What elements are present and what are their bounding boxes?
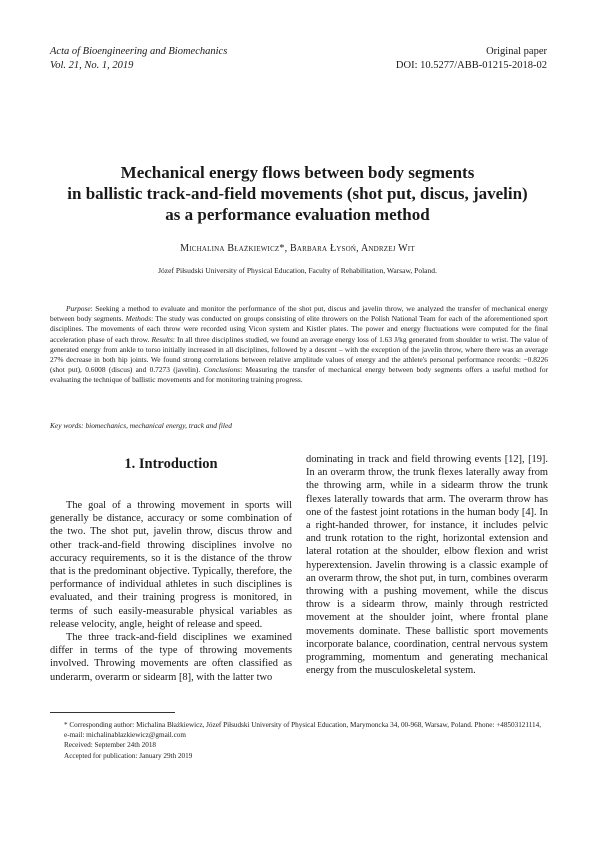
abstract xyxy=(50,304,548,386)
left-column xyxy=(50,455,292,684)
paper-meta xyxy=(396,45,547,73)
conclusions-label: Conclusions xyxy=(203,365,241,375)
accepted-date: Accepted for publication: January 29th 2019 xyxy=(64,751,193,760)
paper-type: Original paper xyxy=(486,46,547,57)
footnote-divider xyxy=(50,712,175,713)
right-column xyxy=(306,453,548,677)
intro-paragraph-3: dominating in track and field throwing events [12], [19]. In an overarm throw, the trunk flexes laterally away from the throwing arm, while in a sidearm throw the trunk flexes laterally towards that arm. The overarm throw has one of the fastest joint rotations in the human body [4]. In a right-handed thrower, for instance, it includes pelvic and trunk rotation to the right, horizontal extension and lateral rotation at the shoulder, elbow flexion and wrist hyperextension. Javelin throwing is a classic example of an overarm throw, the shot put, in turn, combines overarm throwing with a pushing movement, while the discus throw is a sidearm throw, mainly through restricted movement at the shoulder joint, where frontal plane movements dominate. These ballistic sport movements incorporate balance, coordination, central nervous system programming, momentum and generating mechanical energy from the musculoskeletal system. xyxy=(306,454,548,677)
intro-paragraph-2: The three track-and-field disciplines we examined differ in terms of the type of throwing movements involved. Throwing movements are often classified as underarm, overarm or sidearm [8], with the latter two xyxy=(50,632,292,683)
paper-title xyxy=(40,162,555,225)
journal-header xyxy=(50,45,227,73)
section-heading: 1. Introduction xyxy=(124,456,218,472)
title-line-1: Mechanical energy flows between body segments xyxy=(120,163,475,182)
purpose-text: : Seeking a method to evaluate and monitor the performance of the shot put, discus and javelin throw, we analyzed the transfer of mechanical energy between body segments. xyxy=(50,304,548,324)
corresponding-author: * Corresponding author: Michalina Błażkiewicz, Józef Piłsudski University of Physical Education, Marymoncka 34, 00-968, Warsaw, Poland. Phone: +48503121114, e-mail: michalinablazkiewicz@gmail.com xyxy=(64,721,542,740)
results-text: : In all three disciplines studied, we found an average energy loss of 1.63 J/kg generated from shoulder to wrist. The value of generated energy from ankle to torso initially increased in all disciplines, followed by a descent – with the exception of the javelin throw, where there was an average 27% decrease in both hip joints. We found strong correlations between relative amplitude values of energy and the athlete's personal performance records: −0.8226 (shot put), 0.6008 (discus) and 0.7273 (javelin). xyxy=(50,334,548,375)
methods-text: : The study was conducted on groups consisting of elite throwers on the Polish National Team for each of the aforementioned sport disciplines. The movements of each throw were recorded using Vicon system and Kistler plates. The power and energy fluctuations were computed for the final acceleration phase of each throw. xyxy=(50,314,548,344)
received-date: Received: September 24th 2018 xyxy=(64,741,157,750)
doi: DOI: 10.5277/ABB-01215-2018-02 xyxy=(395,60,547,71)
methods-label: Methods xyxy=(125,314,152,324)
affiliation: Józef Piłsudski University of Physical Education, Faculty of Rehabilitation, Warsaw, Poland. xyxy=(158,266,437,275)
journal-volume: Vol. 21, No. 1, 2019 xyxy=(50,60,134,71)
keywords: Key words: biomechanics, mechanical energy, track and filed xyxy=(50,421,232,430)
footnote xyxy=(50,720,548,761)
title-line-3: as a performance evaluation method xyxy=(165,205,430,224)
intro-paragraph-1: The goal of a throwing movement in sports will generally be distance, accuracy or some combination of the two. The shot put, javelin throw, discus throw and other track-and-field throwing disciplines involve no accuracy requirements, so it is the distance of the throw that is the predominant objective. Typically, therefore, the performance of individual athletes in such disciplines is evaluated, and their training progress is monitored, in terms of such easily-measurable physical variables as release velocity, angle, height of release and speed. xyxy=(50,500,292,630)
purpose-label: Purpose xyxy=(66,304,91,313)
conclusions-text: : Measuring the transfer of mechanical energy between body segments offers a useful method for evaluating the technique of ballistic movements and for monitoring training progress. xyxy=(50,365,548,385)
journal-name: Acta of Bioengineering and Biomechanics xyxy=(50,46,228,57)
authors: Michalina Błażkiewicz*, Barbara Łysoń, Andrzej Wit xyxy=(180,243,415,254)
results-label: Results xyxy=(151,334,173,344)
title-line-2: in ballistic track-and-field movements (shot put, discus, javelin) xyxy=(67,184,528,203)
